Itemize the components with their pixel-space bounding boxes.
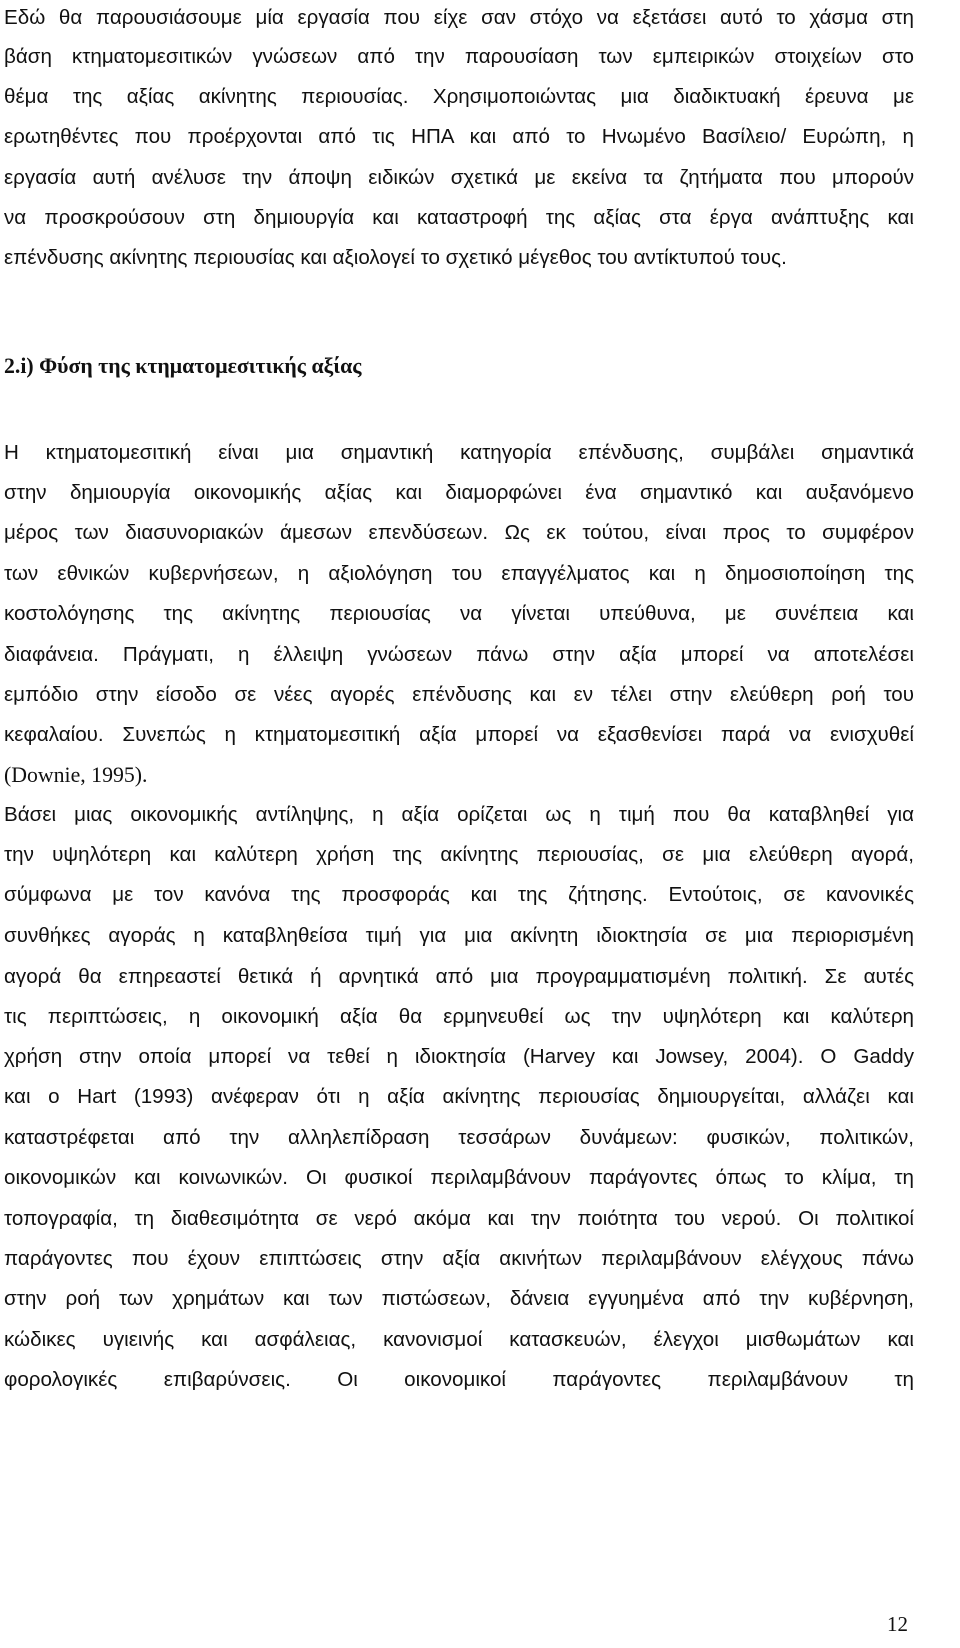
text-line: σύμφωνα με τον κανόνα της προσφοράς και της ζήτησης. Εντούτοις, σε κανονικές bbox=[4, 883, 914, 906]
text-line: των εθνικών κυβερνήσεων, η αξιολόγηση του επαγγέλματος και η δημοσιοποίηση της bbox=[4, 562, 914, 585]
section-heading: 2.i) Φύση της κτηματομεσιτικής αξίας bbox=[4, 354, 362, 378]
text-line: επένδυσης ακίνητης περιουσίας και αξιολογεί το σχετικό μέγεθος του αντίκτυπού τους. bbox=[4, 246, 787, 269]
text-line: στην ροή των χρημάτων και των πιστώσεων, δάνεια εγγυημένα από την κυβέρνηση, bbox=[4, 1287, 914, 1310]
text-line: βάση κτηματομεσιτικών γνώσεων από την παρουσίαση των εμπειρικών στοιχείων στο bbox=[4, 45, 914, 68]
text-line: κοστολόγησης της ακίνητης περιουσίας να γίνεται υπεύθυνα, με συνέπεια και bbox=[4, 602, 914, 625]
text-line: Εδώ θα παρουσιάσουμε μία εργασία που είχε σαν στόχο να εξετάσει αυτό το χάσμα στη bbox=[4, 6, 914, 29]
text-line: θέμα της αξίας ακίνητης περιουσίας. Χρησιμοποιώντας μια διαδικτυακή έρευνα με bbox=[4, 85, 914, 108]
text-line: συνθήκες αγοράς η καταβληθείσα τιμή για μια ακίνητη ιδιοκτησία σε μια περιορισμένη bbox=[4, 924, 914, 947]
text-line: οικονομικών και κοινωνικών. Οι φυσικοί περιλαμβάνουν παράγοντες όπως το κλίμα, τη bbox=[4, 1166, 914, 1189]
text-line: (Downie, 1995). bbox=[4, 763, 148, 787]
text-line: τις περιπτώσεις, η οικονομική αξία θα ερμηνευθεί ως την υψηλότερη και καλύτερη bbox=[4, 1005, 914, 1028]
text-line: εργασία αυτή ανέλυσε την άποψη ειδικών σχετικά με εκείνα τα ζητήματα που μπορούν bbox=[4, 166, 914, 189]
text-line: παράγοντες που έχουν επιπτώσεις στην αξία ακινήτων περιλαμβάνουν ελέγχους πάνω bbox=[4, 1247, 914, 1270]
text-line: φορολογικές επιβαρύνσεις. Οι οικονομικοί παράγοντες περιλαμβάνουν τη bbox=[4, 1368, 914, 1391]
text-line: να προσκρούσουν στη δημιουργία και καταστροφή της αξίας στα έργα ανάπτυξης και bbox=[4, 206, 914, 229]
text-line: κώδικες υγιεινής και ασφάλειας, κανονισμοί κατασκευών, έλεγχοι μισθωμάτων και bbox=[4, 1328, 914, 1351]
text-line: και ο Hart (1993) ανέφεραν ότι η αξία ακίνητης περιουσίας δημιουργείται, αλλάζει και bbox=[4, 1085, 914, 1108]
text-line: την υψηλότερη και καλύτερη χρήση της ακίνητης περιουσίας, σε μια ελεύθερη αγορά, bbox=[4, 843, 914, 866]
text-line: Βάσει μιας οικονομικής αντίληψης, η αξία ορίζεται ως η τιμή που θα καταβληθεί για bbox=[4, 803, 914, 826]
text-line: τοπογραφία, τη διαθεσιμότητα σε νερό ακόμα και την ποιότητα του νερού. Οι πολιτικοί bbox=[4, 1207, 914, 1230]
page-number: 12 bbox=[887, 1612, 908, 1636]
text-line: εμπόδιο στην είσοδο σε νέες αγορές επένδυσης και εν τέλει στην ελεύθερη ροή του bbox=[4, 683, 914, 706]
text-line: ερωτηθέντες που προέρχονται από τις ΗΠΑ και από το Ηνωμένο Βασίλειο/ Ευρώπη, η bbox=[4, 125, 914, 148]
text-line: Η κτηματομεσιτική είναι μια σημαντική κατηγορία επένδυσης, συμβάλει σημαντικά bbox=[4, 441, 914, 464]
text-line: χρήση στην οποία μπορεί να τεθεί η ιδιοκτησία (Harvey και Jowsey, 2004). Ο Gaddy bbox=[4, 1045, 914, 1068]
text-line: κεφαλαίου. Συνεπώς η κτηματομεσιτική αξία μπορεί να εξασθενίσει παρά να ενισχυθεί bbox=[4, 723, 914, 746]
text-line: διαφάνεια. Πράγματι, η έλλειψη γνώσεων πάνω στην αξία μπορεί να αποτελέσει bbox=[4, 643, 914, 666]
text-line: στην δημιουργία οικονομικής αξίας και διαμορφώνει ένα σημαντικό και αυξανόμενο bbox=[4, 481, 914, 504]
text-line: αγορά θα επηρεαστεί θετικά ή αρνητικά από μια προγραμματισμένη πολιτική. Σε αυτές bbox=[4, 965, 914, 988]
text-line: καταστρέφεται από την αλληλεπίδραση τεσσάρων δυνάμεων: φυσικών, πολιτικών, bbox=[4, 1126, 914, 1149]
text-line: μέρος των διασυνοριακών άμεσων επενδύσεων. Ως εκ τούτου, είναι προς το συμφέρον bbox=[4, 521, 914, 544]
